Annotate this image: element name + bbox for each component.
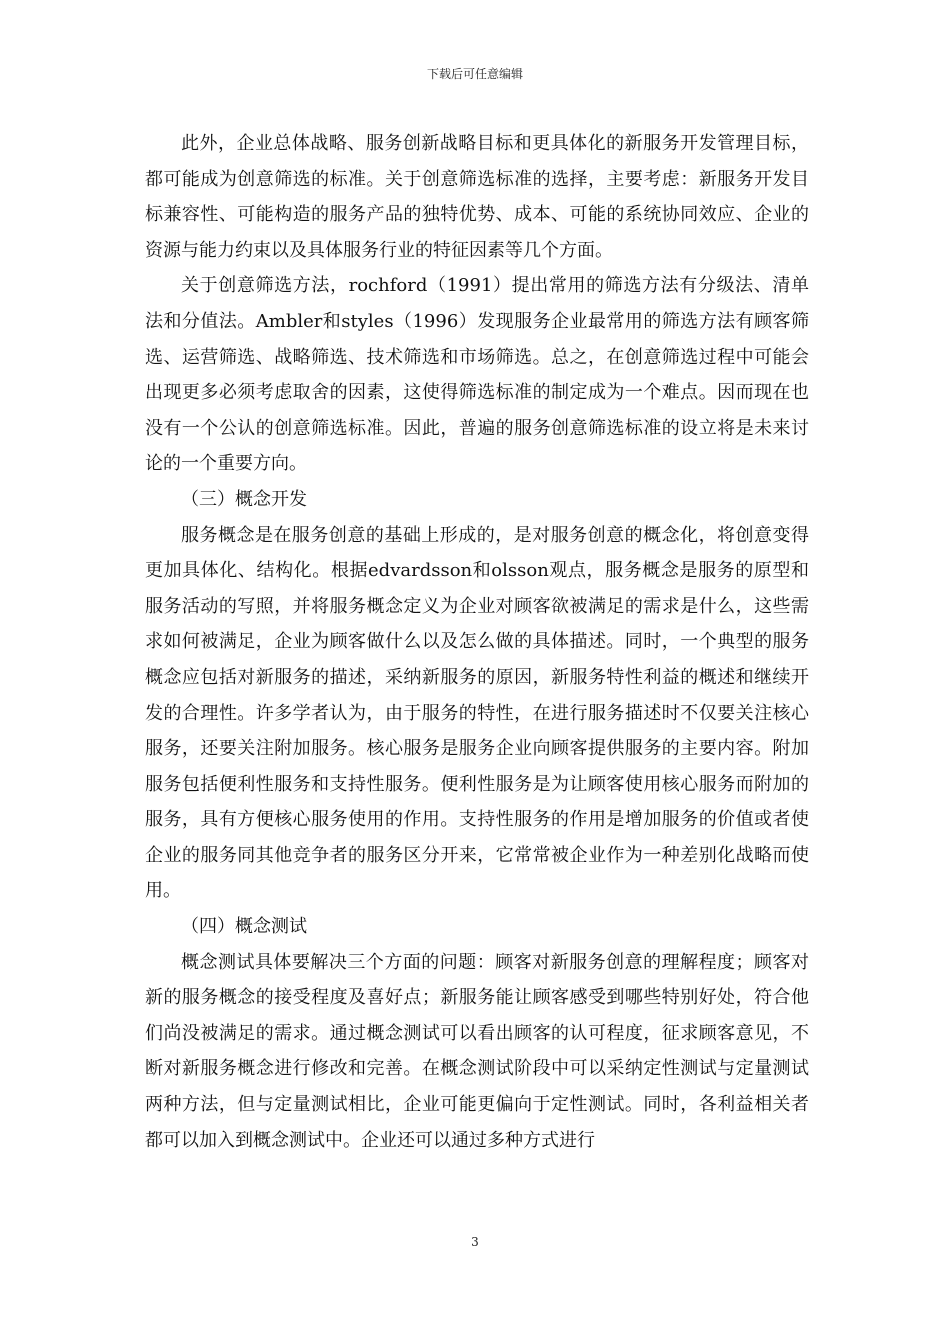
paragraph-concept-testing: 概念测试具体要解决三个方面的问题：顾客对新服务创意的理解程度；顾客对新的服务概念的接受程度及喜好点；新服务能让顾客感受到哪些特别好处，符合他们尚没被满足的需求。通过概念测试可以看出顾客的认可程度，征求顾客意见，不断对新服务概念进行修改和完善。在概念测试阶段中可以采纳定性测试与定量测试两种方法，但与定量测试相比，企业可能更偏向于定性测试。同时，各利益相关者都可以加入到概念测试中。企业还可以通过多种方式进行 <box>145 951 809 1151</box>
page-number: 3 <box>471 1235 479 1249</box>
document-body <box>145 126 809 1158</box>
section-heading-concept-development: （三）概念开发 <box>181 488 307 510</box>
paragraph-screening-methods: 关于创意筛选方法，rochford（1991）提出常用的筛选方法有分级法、清单法和分值法。Ambler和styles（1996）发现服务企业最常用的筛选方法有顾客筛选、运营筛选、战略筛选、技术筛选和市场筛选。总之，在创意筛选过程中可能会出现更多必须考虑取舍的因素，这使得筛选标准的制定成为一个难点。因而现在也没有一个公认的创意筛选标准。因此，普遍的服务创意筛选标准的设立将是未来讨论的一个重要方向。 <box>145 275 810 475</box>
paragraph-screening-criteria: 此外，企业总体战略、服务创新战略目标和更具体化的新服务开发管理目标，都可能成为创意筛选的标准。关于创意筛选标准的选择，主要考虑：新服务开发目标兼容性、可能构造的服务产品的独特优势、成本、可能的系统协同效应、企业的资源与能力约束以及具体服务行业的特征因素等几个方面。 <box>145 133 809 261</box>
paragraph-concept-development: 服务概念是在服务创意的基础上形成的，是对服务创意的概念化，将创意变得更加具体化、结构化。根据edvardsson和olsson观点，服务概念是服务的原型和服务活动的写照，并将服务概念定义为企业对顾客欲被满足的需求是什么，这些需求如何被满足，企业为顾客做什么以及怎么做的具体描述。同时，一个典型的服务概念应包括对新服务的描述，采纳新服务的原因，新服务特性利益的概述和继续开发的合理性。许多学者认为，由于服务的特性，在进行服务描述时不仅要关注核心服务，还要关注附加服务。核心服务是服务企业向顾客提供服务的主要内容。附加服务包括便利性服务和支持性服务。便利性服务是为让顾客使用核心服务而附加的服务，具有方便核心服务使用的作用。支持性服务的作用是增加服务的价值或者使企业的服务同其他竞争者的服务区分开来，它常常被企业作为一种差别化战略而使用。 <box>145 524 809 902</box>
page-header: 下载后可任意编辑 <box>426 67 523 81</box>
section-heading-concept-testing: （四）概念测试 <box>181 916 307 938</box>
